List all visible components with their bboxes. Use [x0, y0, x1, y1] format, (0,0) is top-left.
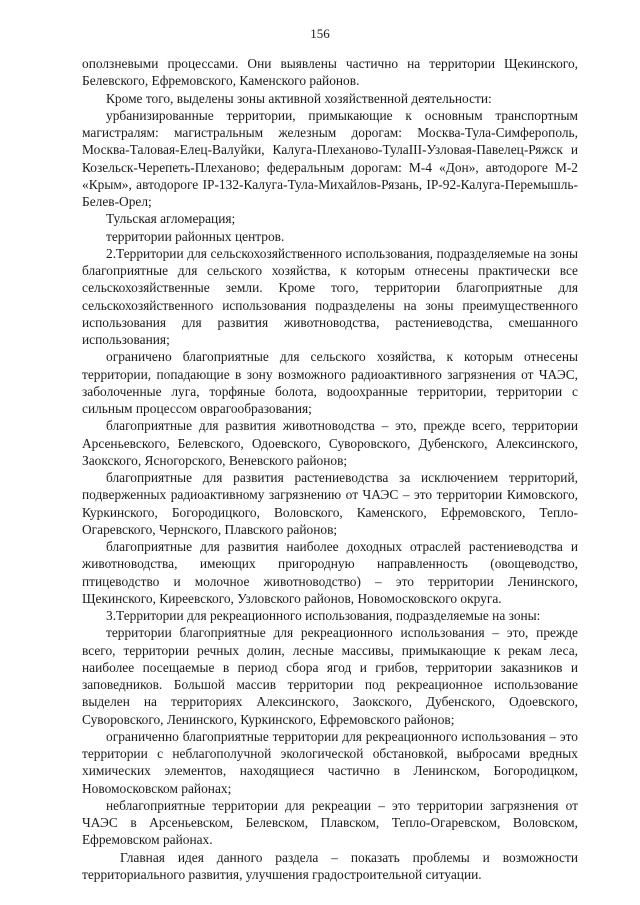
paragraph: Тульская агломерация; [106, 211, 236, 227]
paragraph: 3.Территории для рекреационного использования, подразделяемые на зоны: [106, 608, 541, 623]
paragraph: благоприятные для развития животноводства – это, прежде всего, территории Арсеньевского, Белевского, Одоевского, Суворовского, Дубенского, Алексинского, Заокского, Ясногорского, Веневского районов; [82, 418, 578, 468]
paragraph: урбанизированные территории, примыкающие к основным транспортным магистралям: магистральным железным дорогам: Москва-Тула-Симферополь, Москва-Таловая-Елец-Валуйки, Калуга-Плеханово-ТулаIII-Узловая-Павелец-Ряжск и Козельск-Черепеть-Плеханово; федеральным дорогам: М-4 «Дон», автодороге М-2 «Крым», автодороге IР-132-Калуга-Тула-Михайлов-Рязань, IР-92-Калуга-Перемышль-Белев-Орел; [82, 107, 578, 209]
page-number: 156 [310, 26, 330, 41]
paragraph: территории районных центров. [106, 228, 285, 244]
paragraph: территории благоприятные для рекреационного использования – это, прежде всего, территории речных долин, лесные массивы, примыкающие к рекам леса, наиболее посещаемые в период сбора ягод и грибов, территории заказников и заповедников. Большой массив территории под рекреационное использование выделен на территориях Алексинского, Заокского, Дубенского, Одоевского, Суворовского, Ленинского, Куркинского, Ефремовского районов; [82, 625, 578, 727]
paragraph: неблагоприятные территории для рекреации – это территории загрязнения от ЧАЭС в Арсеньевском, Белевском, Плавском, Тепло-Огаревском, Воловском, Ефремовском районах. [82, 797, 578, 848]
paragraph: ограничено благоприятные для сельского хозяйства, к которым отнесены территории, попадающие в зону возможного радиоактивного загрязнения от ЧАЭС, заболоченные луга, торфяные болота, водоохранные территории, территории с сильным процессом оврагообразования; [82, 349, 578, 416]
paragraph: Кроме того, выделены зоны активной хозяйственной деятельности: [106, 90, 492, 106]
paragraph: 2.Территории для сельскохозяйственного использования, подразделяемые на зоны благоприятные для сельского хозяйства, к которым отнесены практически все сельскохозяйственные земли. Кроме того, территории благоприятные для сельскохозяйственного использования подразделены на зоны преимущественного использования для развития животноводства, растениеводства, смешанного использования; [82, 245, 578, 347]
paragraph: ограниченно благоприятные территории для рекреационного использования – это территории с неблагополучной экологической обстановкой, выбросами вредных химических элементов, находящиеся частично в Ленинском, Богородицком, Новомосковском районах; [82, 728, 578, 796]
page-body [82, 55, 578, 883]
paragraph: благоприятные для развития наиболее доходных отраслей растениеводства и животноводства, имеющих пригородную направленность (овощеводство, птицеводство и молочное животноводство) – это территории Ленинского, Щекинского, Киреевского, Узловского районов, Новомосковского округа. [82, 539, 578, 606]
paragraph: благоприятные для развития растениеводства за исключением территорий, подверженных радиоактивному загрязнению от ЧАЭС – это территории Кимовского, Куркинского, Богородицкого, Воловского, Каменского, Ефремовского, Тепло-Огаревского, Чернского, Плавского районов; [82, 470, 578, 537]
paragraph: Главная идея данного раздела – показать проблемы и возможности территориального развития, улучшения градостроительной ситуации. [82, 849, 578, 882]
paragraph: оползневыми процессами. Они выявлены частично на территории Щекинского, Белевского, Ефремовского, Каменского районов. [82, 56, 578, 89]
